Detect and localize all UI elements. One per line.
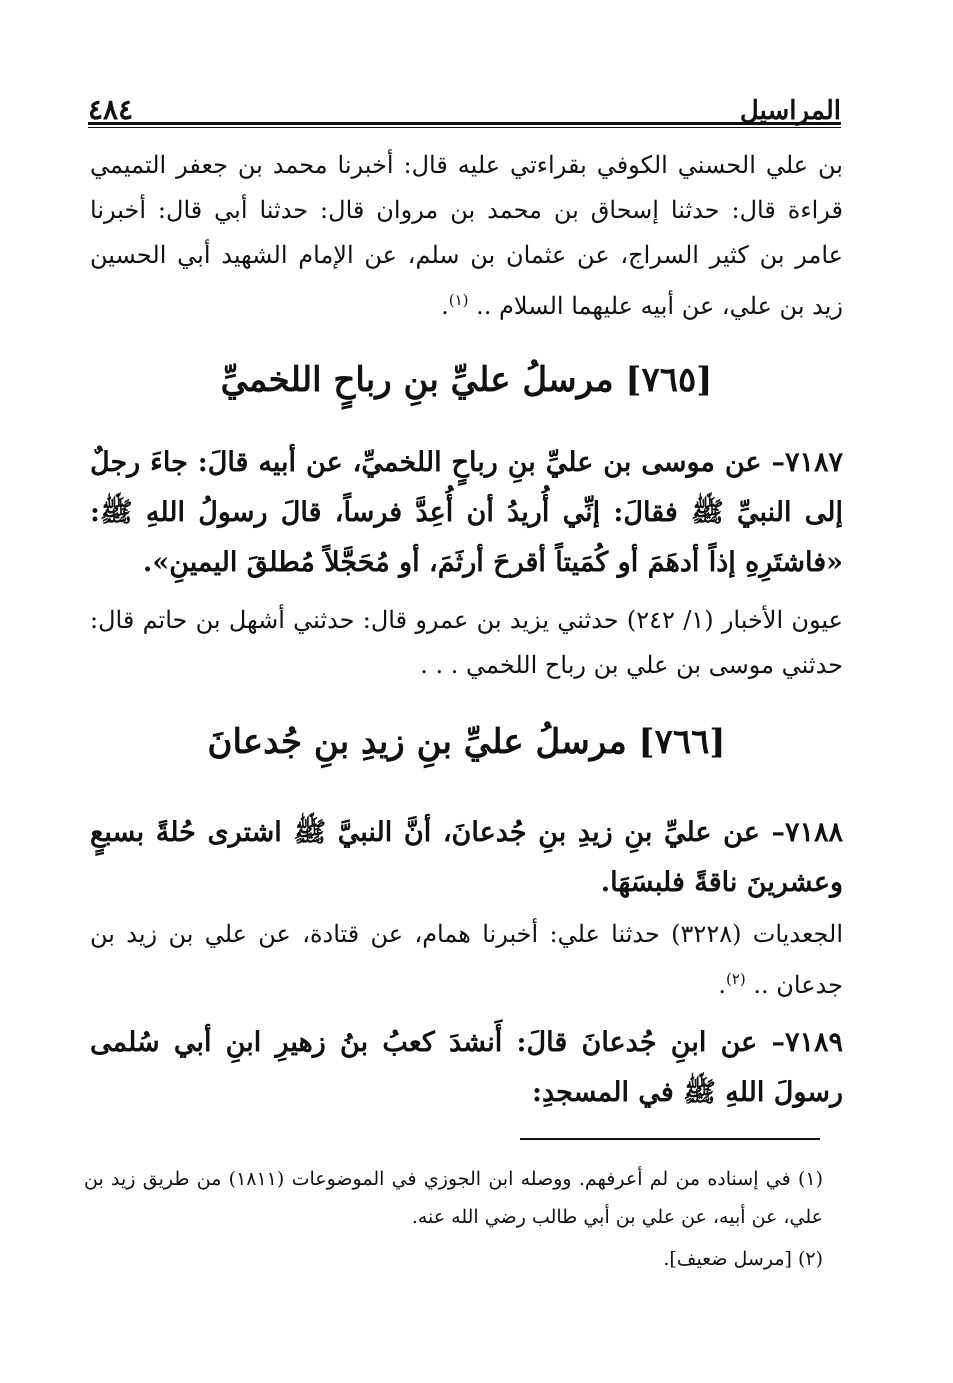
source-end: . bbox=[718, 971, 726, 999]
source-text: الجعديات (٣٢٢٨) حدثنا علي: أخبرنا همام، عن قتادة، عن علي بن زيد بن جدعان .. bbox=[90, 920, 844, 999]
running-title: المراسيل bbox=[739, 96, 841, 126]
intro-end: . bbox=[441, 292, 449, 320]
hadith-text: ٧١٨٧– عن موسى بن عليِّ بنِ رباحٍ اللخميِّ، عن أبيه قالَ: جاءَ رجلٌ إلى النبيِّ ﷺ فقالَ: إنِّي أُريدُ أن أُعِدَّ فرساً، قالَ رسولُ اللهِ ﷺ: «فاشتَرِهِ إذاً أدهَمَ أو كُمَيتاً أقرحَ أرثَمَ، أو مُحَجَّلاً مُطلقَ اليمينِ». bbox=[90, 447, 843, 578]
header-rule-thin bbox=[88, 127, 841, 128]
intro-text: بن علي الحسني الكوفي بقراءتي عليه قال: أخبرنا محمد بن جعفر التميمي قراءة قال: حدثنا إسحاق بن محمد بن مروان قال: حدثنا أبي قال: أخبرنا عامر بن كثير السراج، عن عثمان بن سلم، عن الإمام الشهيد أبي الحسين زيد بن علي، عن أبيه عليهما السلام .. bbox=[90, 151, 843, 320]
footnote-ref: (٢) bbox=[726, 970, 746, 988]
intro-paragraph bbox=[90, 143, 843, 329]
hadith-source bbox=[90, 912, 843, 1008]
footnote: (١) في إسناده من لم أعرفهم. ووصله ابن الجوزي في الموضوعات (١٨١١) من طريق زيد بن علي، عن أبيه، عن علي بن أبي طالب رضي الله عنه. bbox=[84, 1168, 824, 1228]
header-rule bbox=[88, 122, 841, 125]
footnote-ref: (١) bbox=[448, 291, 469, 309]
footnote: (٢) [مرسل ضعيف]. bbox=[663, 1248, 823, 1270]
hadith-text: ٧١٨٨– عن عليِّ بنِ زيدِ بنِ جُدعانَ، أنَّ النبيَّ ﷺ اشترى حُلةً بسبعٍ وعشرينَ ناقةً فلبسَهَا. bbox=[90, 817, 843, 898]
page-header bbox=[88, 78, 841, 124]
page-number: ٤٨٤ bbox=[88, 93, 134, 126]
hadith-text: ٧١٨٩– عن ابنِ جُدعانَ قالَ: أَنشدَ كعبُ بنُ زهيرِ ابنِ أبي سُلمى رسولَ اللهِ ﷺ في المسجدِ: bbox=[90, 1027, 843, 1108]
section-heading: [٧٦٥] مرسلُ عليِّ بنِ رباحٍ اللخميِّ bbox=[220, 360, 713, 400]
footnote-separator bbox=[520, 1138, 820, 1140]
section-heading: [٧٦٦] مرسلُ عليِّ بنِ زيدِ بنِ جُدعانَ bbox=[207, 722, 726, 762]
hadith-source: عيون الأخبار (١/ ٢٤٢) حدثني يزيد بن عمرو قال: حدثني أشهل بن حاتم قال: حدثني موسى بن علي بن رباح اللخمي . . . bbox=[90, 606, 843, 679]
